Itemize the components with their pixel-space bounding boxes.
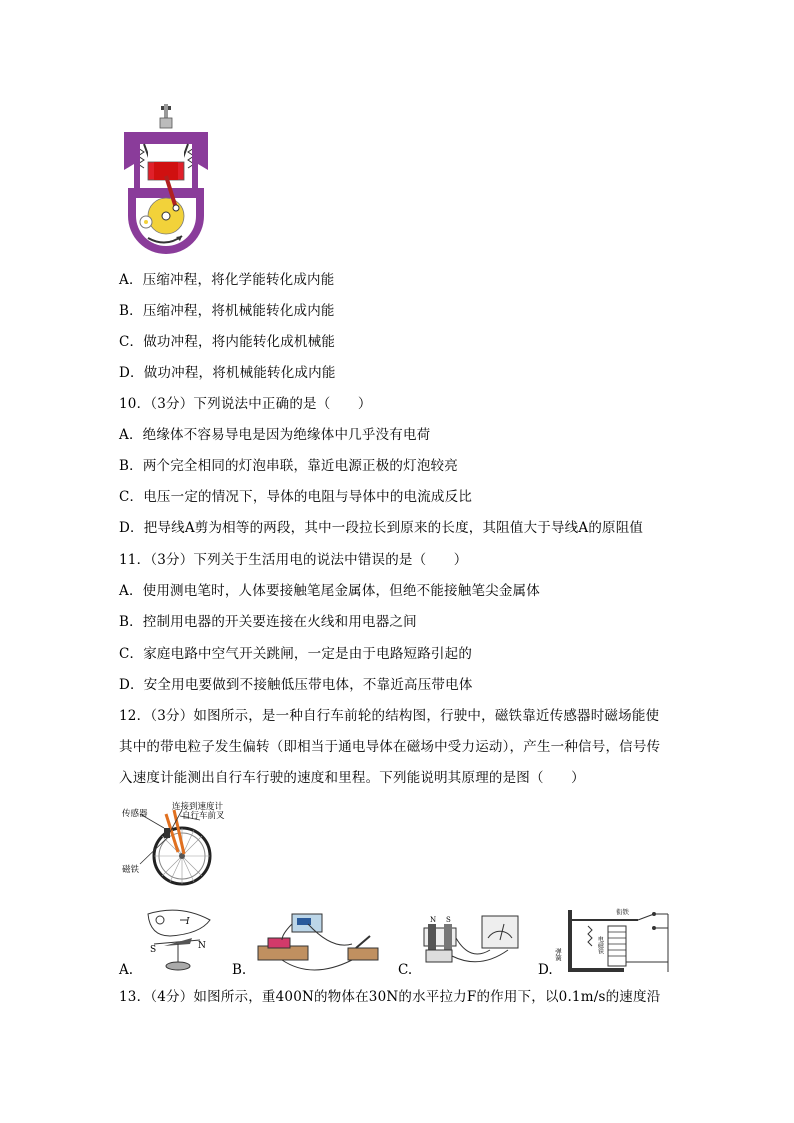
label-to-speedometer: 连接到速度计 [172, 802, 224, 812]
engine-stroke-figure [118, 104, 214, 256]
label-magnet: 磁铁 [122, 865, 140, 875]
bicycle-wheel-figure [120, 804, 240, 886]
q12-stem-line-1: 12．（3分）如图所示，是一种自行车前轮的结构图，行驶中，磁铁靠近传感器时磁场能使 [119, 708, 660, 724]
label-spring: 弹簧 [554, 948, 562, 961]
q12-stem-line-2: 其中的带电粒子发生偏转（即相当于通电导体在磁场中受力运动），产生一种信号，信号传 [119, 739, 661, 755]
q11-stem: 11．（3分）下列关于生活用电的说法中错误的是（ ） [119, 552, 468, 568]
label-sensor: 传感器 [122, 809, 148, 819]
label-c-n: N [430, 916, 437, 924]
option-b-circuit-figure [252, 910, 384, 968]
q12-option-b-label: B. [232, 962, 247, 978]
label-current: I [186, 917, 190, 927]
label-electromagnet: 电磁铁 [596, 936, 604, 954]
q12-option-d-label: D. [538, 962, 553, 978]
q9-option-b: B．压缩冲程，将机械能转化成内能 [119, 303, 335, 319]
label-fork: 自行车前叉 [182, 811, 225, 821]
q12-stem-line-3: 入速度计能测出自行车行驶的速度和里程。下列能说明其原理的是图（ ） [119, 770, 585, 786]
q10-stem: 10．（3分）下列说法中正确的是（ ） [119, 396, 372, 412]
q13-stem: 13．（4分）如图所示，重400N的物体在30N的水平拉力F的作用下，以0.1m/s的速度沿 [119, 989, 661, 1005]
label-n: N [198, 941, 206, 951]
label-s: S [150, 945, 157, 955]
q12-option-c-label: C. [398, 962, 413, 978]
q11-option-c: C．家庭电路中空气开关跳闸，一定是由于电路短路引起的 [119, 646, 473, 662]
q11-option-d: D．安全用电要做到不接触低压带电体，不靠近高压带电体 [119, 677, 473, 693]
q11-option-a: A．使用测电笔时，人体要接触笔尾金属体，但绝不能接触笔尖金属体 [119, 583, 540, 599]
q10-option-b: B．两个完全相同的灯泡串联，靠近电源正极的灯泡较亮 [119, 458, 458, 474]
q11-option-b: B．控制用电器的开关要连接在火线和用电器之间 [119, 614, 417, 630]
option-a-compass-figure [140, 906, 216, 974]
q9-option-d: D．做功冲程，将机械能转化成内能 [119, 365, 336, 381]
q10-option-a: A．绝缘体不容易导电是因为绝缘体中几乎没有电荷 [119, 427, 431, 443]
q10-option-c: C．电压一定的情况下，导体的电阻与导体中的电流成反比 [119, 489, 473, 505]
q9-option-a: A．压缩冲程，将化学能转化成内能 [119, 272, 335, 288]
q12-option-a-label: A. [119, 962, 134, 978]
q10-option-d: D．把导线A剪为相等的两段，其中一段拉长到原来的长度，其阻值大于导线A的原阻值 [119, 520, 644, 536]
option-c-generator-figure [420, 910, 524, 968]
label-iron: 衔铁 [616, 908, 629, 916]
option-d-relay-figure [554, 906, 670, 976]
label-c-s: S [446, 916, 451, 924]
q9-option-c: C．做功冲程，将内能转化成机械能 [119, 334, 336, 350]
